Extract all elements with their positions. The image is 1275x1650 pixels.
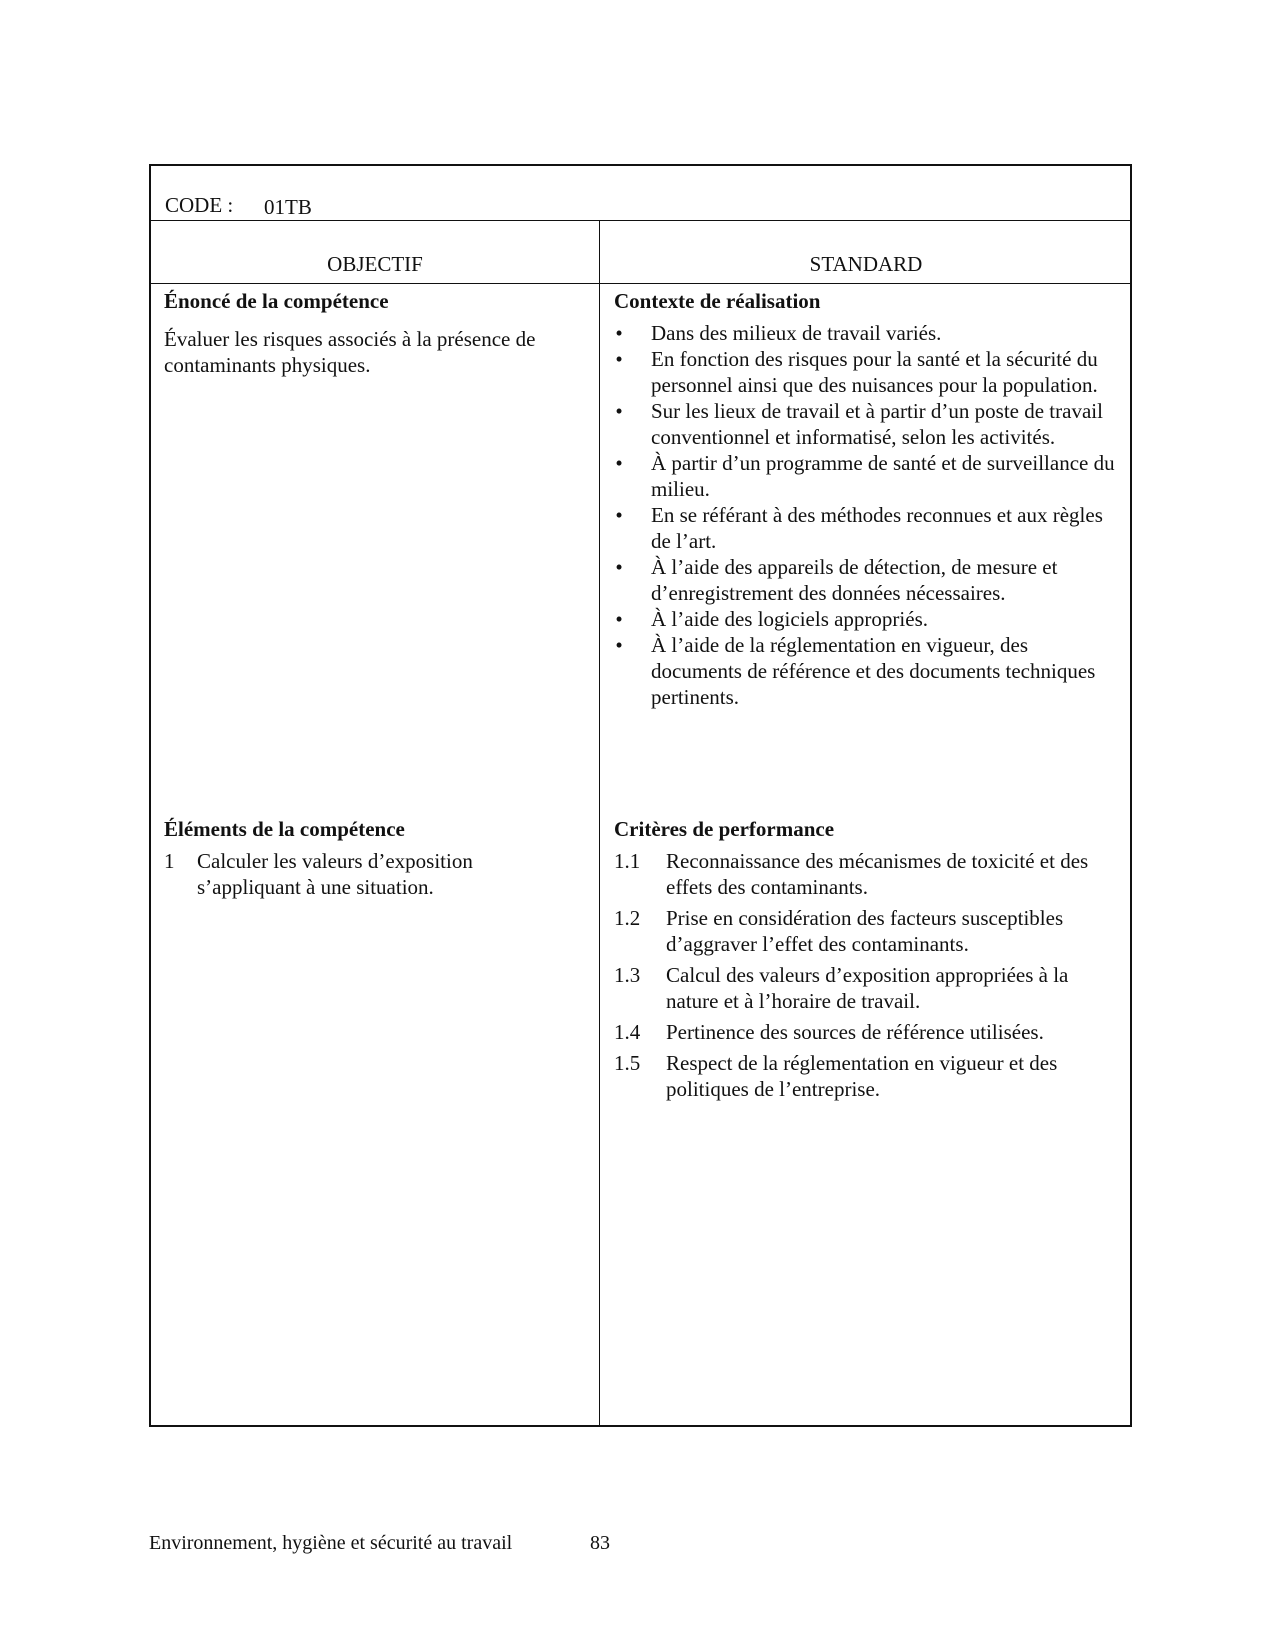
footer-title: Environnement, hygiène et sécurité au travail [149,1532,513,1554]
element-text: Calculer les valeurs d’exposition s’appliquant à une situation. [197,849,473,899]
bullet-icon: • [615,347,623,371]
element-number: 1 [164,849,175,873]
critere-number: 1.1 [614,849,641,873]
critere-text: Pertinence des sources de référence utilisées. [666,1020,1044,1044]
code-value: 01TB [264,195,312,219]
page-number: 83 [590,1532,610,1554]
contexte-item-text: Dans des milieux de travail variés. [651,321,942,345]
contexte-item-text: En fonction des risques pour la santé et la sécurité du personnel ainsi que des nuisances pour la population. [651,347,1098,397]
critere-number: 1.5 [614,1051,641,1075]
bullet-icon: • [615,451,623,475]
contexte-item-text: À partir d’un programme de santé et de surveillance du milieu. [651,451,1115,501]
bullet-icon: • [615,633,623,657]
contexte-item-text: À l’aide des appareils de détection, de mesure et d’enregistrement des données nécessaires. [651,555,1058,605]
critere-number: 1.2 [614,906,641,930]
header-standard: STANDARD [809,252,923,276]
elements-title: Éléments de la compétence [164,817,405,841]
critere-text: Prise en considération des facteurs susceptibles d’aggraver l’effet des contaminants. [666,906,1064,956]
contexte-item [614,320,1119,346]
contexte-item [614,632,1119,710]
enonce-title: Énoncé de la compétence [164,289,389,313]
criteres-section [614,816,1119,1107]
contexte-item [614,502,1119,554]
element-item [164,848,579,900]
contexte-item [614,346,1119,398]
elements-section [164,816,579,900]
critere-item [614,962,1119,1014]
critere-item [614,905,1119,957]
code-label: CODE : [165,193,234,217]
contexte-item-text: En se référant à des méthodes reconnues et aux règles de l’art. [651,503,1103,553]
header-row [151,221,1130,284]
contexte-title: Contexte de réalisation [614,289,821,313]
competency-table [149,164,1132,1427]
contexte-item [614,606,1119,632]
contexte-item-text: Sur les lieux de travail et à partir d’un poste de travail conventionnel et informatisé, selon les activités. [651,399,1103,449]
criteres-list [614,848,1119,1102]
critere-item [614,1050,1119,1102]
critere-text: Respect de la réglementation en vigueur et des politiques de l’entreprise. [666,1051,1058,1101]
bullet-icon: • [615,321,623,345]
enonce-text: Évaluer les risques associés à la présence de contaminants physiques. [164,327,536,377]
contexte-item [614,398,1119,450]
column-divider [599,221,600,1427]
contexte-list [614,320,1119,710]
critere-text: Calcul des valeurs d’exposition appropriées à la nature et à l’horaire de travail. [666,963,1069,1013]
criteres-title: Critères de performance [614,817,835,841]
contexte-item-text: À l’aide de la réglementation en vigueur, des documents de référence et des documents techniques pertinents. [651,633,1096,709]
critere-item [614,1019,1119,1045]
bullet-icon: • [615,503,623,527]
contexte-item [614,554,1119,606]
bullet-icon: • [615,399,623,423]
critere-number: 1.3 [614,963,641,987]
contexte-item-text: À l’aide des logiciels appropriés. [651,607,928,631]
enonce-section [164,288,579,378]
code-row [151,166,1130,221]
bullet-icon: • [615,555,623,579]
critere-number: 1.4 [614,1020,641,1044]
header-objectif: OBJECTIF [327,252,423,276]
critere-item [614,848,1119,900]
contexte-section [614,288,1119,710]
critere-text: Reconnaissance des mécanismes de toxicité et des effets des contaminants. [666,849,1089,899]
elements-list [164,848,579,900]
contexte-item [614,450,1119,502]
bullet-icon: • [615,607,623,631]
